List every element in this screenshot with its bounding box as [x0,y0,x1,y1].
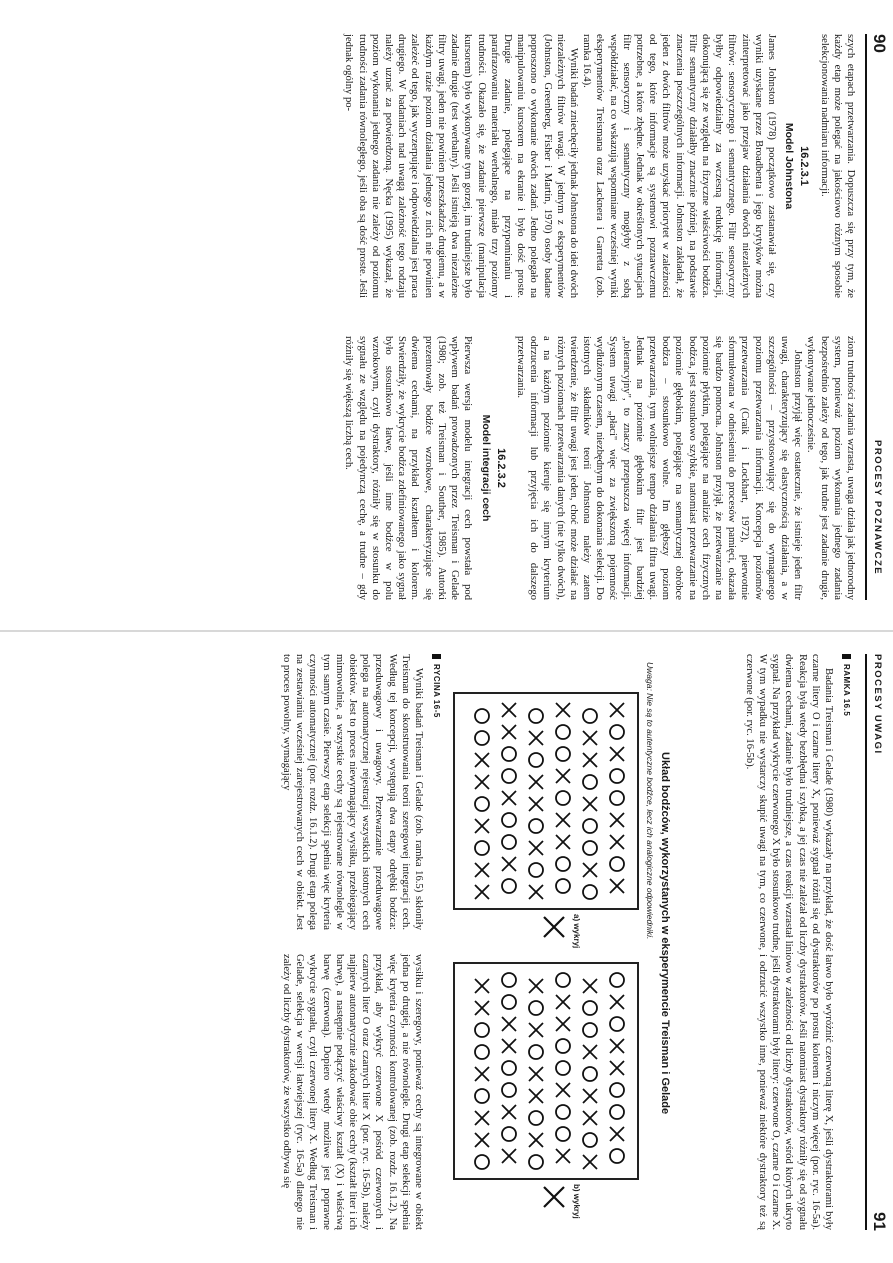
letter-x-glyph [610,1127,624,1141]
panel-a-label: a) wykryj [572,914,581,949]
letter-x-glyph [583,979,597,993]
letter-o-glyph [529,863,543,877]
panel-b [453,962,639,1180]
letter-o-glyph [529,1111,543,1125]
letter-o-glyph [556,879,570,893]
letter-x-glyph [475,1111,489,1125]
letter-x-glyph [475,1067,489,1081]
right-page-number: 91 [870,1212,889,1231]
letter-o-glyph [502,1083,516,1097]
letter-x-glyph [502,703,516,717]
letter-o-glyph [583,709,597,723]
figure-caption: Uwaga: Nie są to autentyczne bodźce, lecz ich analogiczne odpowiedniki. [645,662,655,940]
letter-x-glyph [502,1105,516,1119]
letter-x-glyph [556,1083,570,1097]
letter-x-glyph [583,863,597,877]
target-x-icon [541,914,567,940]
letter-x-glyph [529,841,543,855]
left-page-number: 90 [870,34,889,53]
letter-o-glyph [475,1155,489,1169]
letter-o-glyph [610,1083,624,1097]
letter-o-glyph [556,857,570,871]
letter-x-glyph [583,1111,597,1125]
paragraph: Johnston przyjął więc ostatecznie, że istnieje jeden filtr uwagi, charakteryzujący się elastycznością działania, a w szczególności – przystosowujący się do wymaganego poziomu przetwarzania informacji. Koncepcja poziomów przetwarzania (Craik i Lockhart, 1972), pierwotnie sformułowana w odniesieniu do procesów pamięci, okazała się bardzo pomocna. Johnston przyjął, że przetwarzanie na poziomie płytkim, polegające na analizie cech fizycznych bodźca, jest stosunkowo szybkie, natomiast przetwarzanie na poziomie głębokim, polegające na semantycznej obróbce bodźca – stosunkowo wolne. Im głębszy poziom przetwarzania, tym wolniejsze tempo działania filtra uwagi. Jednak na poziomie głębokim filtr jest bardziej „tolerancyjny", to znaczy przepuszcza więcej informacji. System uwagi „płaci" więc za zwiększoną pojemność wydłużonym czasem, niezbędnym do dokonania selekcji. Do istotnych składników teorii Johnstona należy zatem twierdzenie, że filtr uwagi jest jeden, choć może działać na różnych poziomach przetwarzania danych (nie tylko dwóch), a na każdym poziomie kieruje się innym kryterium odrzucenia informacji lub przyjęcia ich do dalszego przetwarzania. [514,336,804,600]
letter-o-glyph [529,819,543,833]
letter-x-glyph [475,863,489,877]
left-header-rule [865,34,867,600]
panel-b-label: b) wykryj [572,1184,581,1219]
paragraph: Wyniki badań zniechęciły jednak Johnstona do idei dwóch niezależnych filtrów uwagi. W jednym z eksperymentów (Johnston, Greenberg, Fisher i Martin, 1970) osoby badane poproszono o wykonanie dwóch zadań. Jedno polegało na manipulowaniu kursorem na ekranie i było dość proste. Drugie zadanie, polegające na przypominaniu i parafrazowaniu materiału werbalnego, miało trzy poziomy trudności. Okazało się, że zadanie pierwsze (manipulacja kursorem) było wykonywane tym gorzej, im trudniejsze było zadanie drugie (test werbalny). Jeśli istnieją dwa niezależne filtry uwagi, jeden nie powinien przeszkadzać drugiemu, a w każdym razie poziom działania jednego z nich nie powinien zależeć od tego, jak wyczerpujące i odpowiedzialna jest praca drugiego. W badaniach nad uwagą zależność tego rodzaju należy uznać za potwierdzoną. Nęcka (1995) wykazał, że poziom wykonania jednego zadania nie zależy od poziomu trudności zadania równoległego, jeśli oba są dość proste. Jeśli jednak ogólny po- [343,34,579,298]
letter-x-glyph [529,731,543,745]
letter-x-glyph [529,1089,543,1103]
section-title: Model Johnstona [783,122,796,210]
box-16-5 [743,654,857,1230]
panel-b-target [536,1184,567,1210]
left-page [0,0,893,631]
letter-x-glyph [502,857,516,871]
letter-x-glyph [502,1039,516,1053]
letter-o-glyph [529,1001,543,1015]
letter-x-glyph [529,1133,543,1147]
right-header-rule [865,654,867,1230]
section-number: 16.2.3.2 [494,448,507,488]
target-x-icon [541,1184,567,1210]
letter-x-glyph [583,1155,597,1169]
letter-x-glyph [556,1017,570,1031]
paragraph: szych etapach przetwarzania. Dopuszcza się przy tym, że każdy etap może polegać na jakościowo różnym sposobie selekcjonowania nadmiaru informacji. [818,34,856,298]
figure-title: Układ bodźców, wykorzystanych w eksperymencie Treisman i Gelade [659,752,671,1115]
letter-o-glyph [502,879,516,893]
letter-x-glyph [610,747,624,761]
letter-o-glyph [556,791,570,805]
letter-x-glyph [529,885,543,899]
letter-o-glyph [610,857,624,871]
letter-x-glyph [583,753,597,767]
letter-o-glyph [502,813,516,827]
letter-x-glyph [610,813,624,827]
letter-o-glyph [502,835,516,849]
panel-a [453,692,639,910]
letter-x-glyph [556,703,570,717]
letter-x-glyph [583,797,597,811]
letter-x-glyph [610,703,624,717]
letter-o-glyph [583,841,597,855]
letter-o-glyph [502,973,516,987]
letter-x-glyph [610,1039,624,1053]
letter-x-glyph [610,995,624,1009]
letter-o-glyph [610,791,624,805]
letter-o-glyph [502,747,516,761]
letter-o-glyph [556,1061,570,1075]
letter-x-glyph [529,1023,543,1037]
letter-o-glyph [529,1155,543,1169]
box-paragraph: Badania Treisman i Gelade (1980) wykazały na przykład, że dość łatwo było wyróżnić czerwoną literę X, jeśli dystraktorami były czarne litery O i czarne litery X, ponieważ sygnał różnił się od dystraktorów po prostu kolorem i niczym więcej (por. ryc. 16-5a). Reakcja była wtedy bezbłędna i szybka, a jej czas nie zależał od liczby dystraktorów. Jeśli natomiast dystraktory różniły się od sygnału dwiema cechami, zadanie było trudniejsze, a czas reakcji wzrastał liniowo w zależności od liczby dystraktorów, wśród których ukryto sygnał. Na przykład wykrycie czerwonego X było stosunkowo trudne, jeśli dystraktorami były litery: czerwone O, czarne O i czarne X. W tym wypadku nie wystarczy skupić uwagi na tym, co czerwone, i odrzucić wszystko inne, ponieważ niektóre dystraktory też są czerwone (por. ryc. 16-5b). [743,654,834,1230]
letter-x-glyph [583,1089,597,1103]
letter-x-glyph [529,1067,543,1081]
letter-o-glyph [502,769,516,783]
letter-x-glyph [556,769,570,783]
letter-o-glyph [475,797,489,811]
letter-x-glyph [529,979,543,993]
panel-b-stimuli [455,964,637,1178]
letter-o-glyph [556,1127,570,1141]
letter-o-glyph [529,753,543,767]
right-running-head: PROCESY UWAGI [872,654,883,755]
letter-o-glyph [583,819,597,833]
letter-x-glyph [475,1133,489,1147]
letter-x-glyph [502,1017,516,1031]
right-page [0,632,893,1263]
letter-x-glyph [610,1061,624,1075]
letter-o-glyph [529,709,543,723]
letter-x-glyph [556,995,570,1009]
letter-o-glyph [475,1089,489,1103]
letter-o-glyph [610,769,624,783]
letter-o-glyph [583,1023,597,1037]
paragraph: Pierwsza wersja modelu integracji cech powstała pod wpływem badań prowadzonych przez Treisman i Gelade (1980; zob. też Treisman i Souther, 1985). Autorki prezentowały bodźce wzrokowe, charakteryzujące się dwiema cechami, na przykład kształtem i kolorem. Stwierdziły, że wykrycie bodźca zdefiniowanego jako sygnał było stosunkowo łatwe, jeśli inne bodźce w polu wzrokowym, czyli dystraktory, różniły się w stosunku do sygnału ze względu na pojedynczą cechę, a trudne – gdy różniły się większą liczbą cech. [343,336,474,600]
letter-x-glyph [502,1149,516,1163]
letter-o-glyph [502,1061,516,1075]
letter-o-glyph [556,747,570,761]
figure-label-row [429,654,447,1230]
letter-o-glyph [583,1133,597,1147]
letter-x-glyph [475,753,489,767]
letter-x-glyph [475,979,489,993]
letter-o-glyph [610,725,624,739]
letter-x-glyph [529,775,543,789]
letter-o-glyph [502,995,516,1009]
paragraph: James Johnston (1978) początkowo zastanawiał się, czy wyniki uzyskane przez Broadbenta i jego krytyków można zinterpretować jako przejaw działania dwóch niezależnych filtrów: sensorycznego i semantycznego. Filtr sensoryczny byłby odpowiedzialny za wczesną redukcję informacji, dokonującą się ze względu na fizyczne właściwości bodźca. Filtr semantyczny działałby znacznie później, na podstawie znaczenia poszczególnych informacji. Johnston zakładał, że jeden z dwóch filtrów może uzyskać priorytet w zależności od tego, które informacje są systemowi poznawczemu potrzebne, a które zbędne. Jednak w określonych sytuacjach filtr sensoryczny i semantyczny mogłyby z sobą współdziałać, na co wskazują wspomniane wcześniej wyniki eksperymentów Treismana oraz Lacknera i Garretta (zob. ramka 16.4). [581,34,777,298]
letter-o-glyph [610,1017,624,1031]
letter-o-glyph [475,709,489,723]
left-running-head: PROCESY POZNAWCZE [872,440,883,576]
left-page-column-2 [342,336,857,600]
letter-x-glyph [502,725,516,739]
letter-o-glyph [475,1045,489,1059]
letter-x-glyph [475,1001,489,1015]
letter-o-glyph [502,1127,516,1141]
letter-o-glyph [610,1105,624,1119]
letter-o-glyph [610,973,624,987]
figure-label: RYCINA 16-5 [432,654,441,718]
letter-o-glyph [556,725,570,739]
letter-o-glyph [529,1045,543,1059]
letter-x-glyph [475,885,489,899]
letter-o-glyph [475,731,489,745]
paragraph: Wyniki badań Treisman i Gelade (zob. ramka 16.5) skłoniły Treisman do skonstruowania teorii szeregowej integracji cech. Według tej koncepcji, występują dwa etapy odrębki bodźca: przeduwagowy i uwagowy. Przetwarzanie przeduwagowe polega na automatycznej rejestracji wszystkich istotnych cech obiektów. Jest to proces niewymagający wysiłku, przebiegający mimowolnie, a wszystkie cechy są rejestrowane równolegle w tym samym czasie. Pierwszy etap selekcji spełnia więc kryteria czynności automatycznej (por. rozdz. 16.1.2). Drugi etap polega na zestawianiu wcześniej zarejestrowanych cech w obiekt. Jest to proces powolny, wymagający [280,654,424,930]
letter-x-glyph [610,835,624,849]
letter-x-glyph [583,731,597,745]
box-label: RAMKA 16.5 [842,654,851,716]
paragraph: wysiłku i szeregowy, ponieważ cechy są integrowane w obiekt jedna po drugiej, a nie równolegle. Drugi etap selekcji spełnia więc kryteria czynności kontrolowanej (zob. rozdz. 16.1.2). Na przykład, aby wykryć czerwone X pośród czerwonych i czarnych liter O oraz czarnych liter X (por. ryc. 16-5b), należy najpierw automatycznie zakodować obie cechy (kształt liter i ich barwę), a następnie połączyć właściwy kształt (X) i właściwą barwę (czerwoną). Dopiero wtedy możliwe jest poprawne wykrycie sygnału, czyli czerwonej litery X. Według Treisman i Gelade, selekcja w wersji łatwiejszej (ryc. 16-5a) dlatego nie zależy od liczby dystraktorów, że wszystko odbywa się [280,954,424,1230]
right-page-column-1 [280,654,425,930]
letter-x-glyph [475,775,489,789]
letter-o-glyph [475,841,489,855]
letter-x-glyph [556,835,570,849]
panel-a-target [536,914,567,940]
letter-x-glyph [529,797,543,811]
section-title: Model integracji cech [479,414,492,522]
section-number: 16.2.3.1 [798,146,811,186]
letter-o-glyph [583,885,597,899]
letter-o-glyph [556,1105,570,1119]
right-page-column-2 [280,954,425,1230]
letter-o-glyph [610,1149,624,1163]
letter-o-glyph [583,1067,597,1081]
letter-o-glyph [556,973,570,987]
letter-x-glyph [610,879,624,893]
left-page-column-1 [342,34,857,298]
letter-x-glyph [583,1045,597,1059]
letter-o-glyph [583,775,597,789]
letter-o-glyph [556,1039,570,1053]
letter-o-glyph [475,1023,489,1037]
panel-a-stimuli [455,694,637,908]
paragraph: ziom trudności zadania wzrasta, uwaga działa jak jednorodny system, ponieważ poziom wykonania jednego zadania bezpośrednio zależy od tego, jak trudne jest zadanie drugie, wykonywane jednocześnie. [805,336,856,600]
letter-x-glyph [556,813,570,827]
letter-o-glyph [583,1001,597,1015]
letter-x-glyph [556,1149,570,1163]
letter-x-glyph [502,791,516,805]
letter-x-glyph [475,819,489,833]
